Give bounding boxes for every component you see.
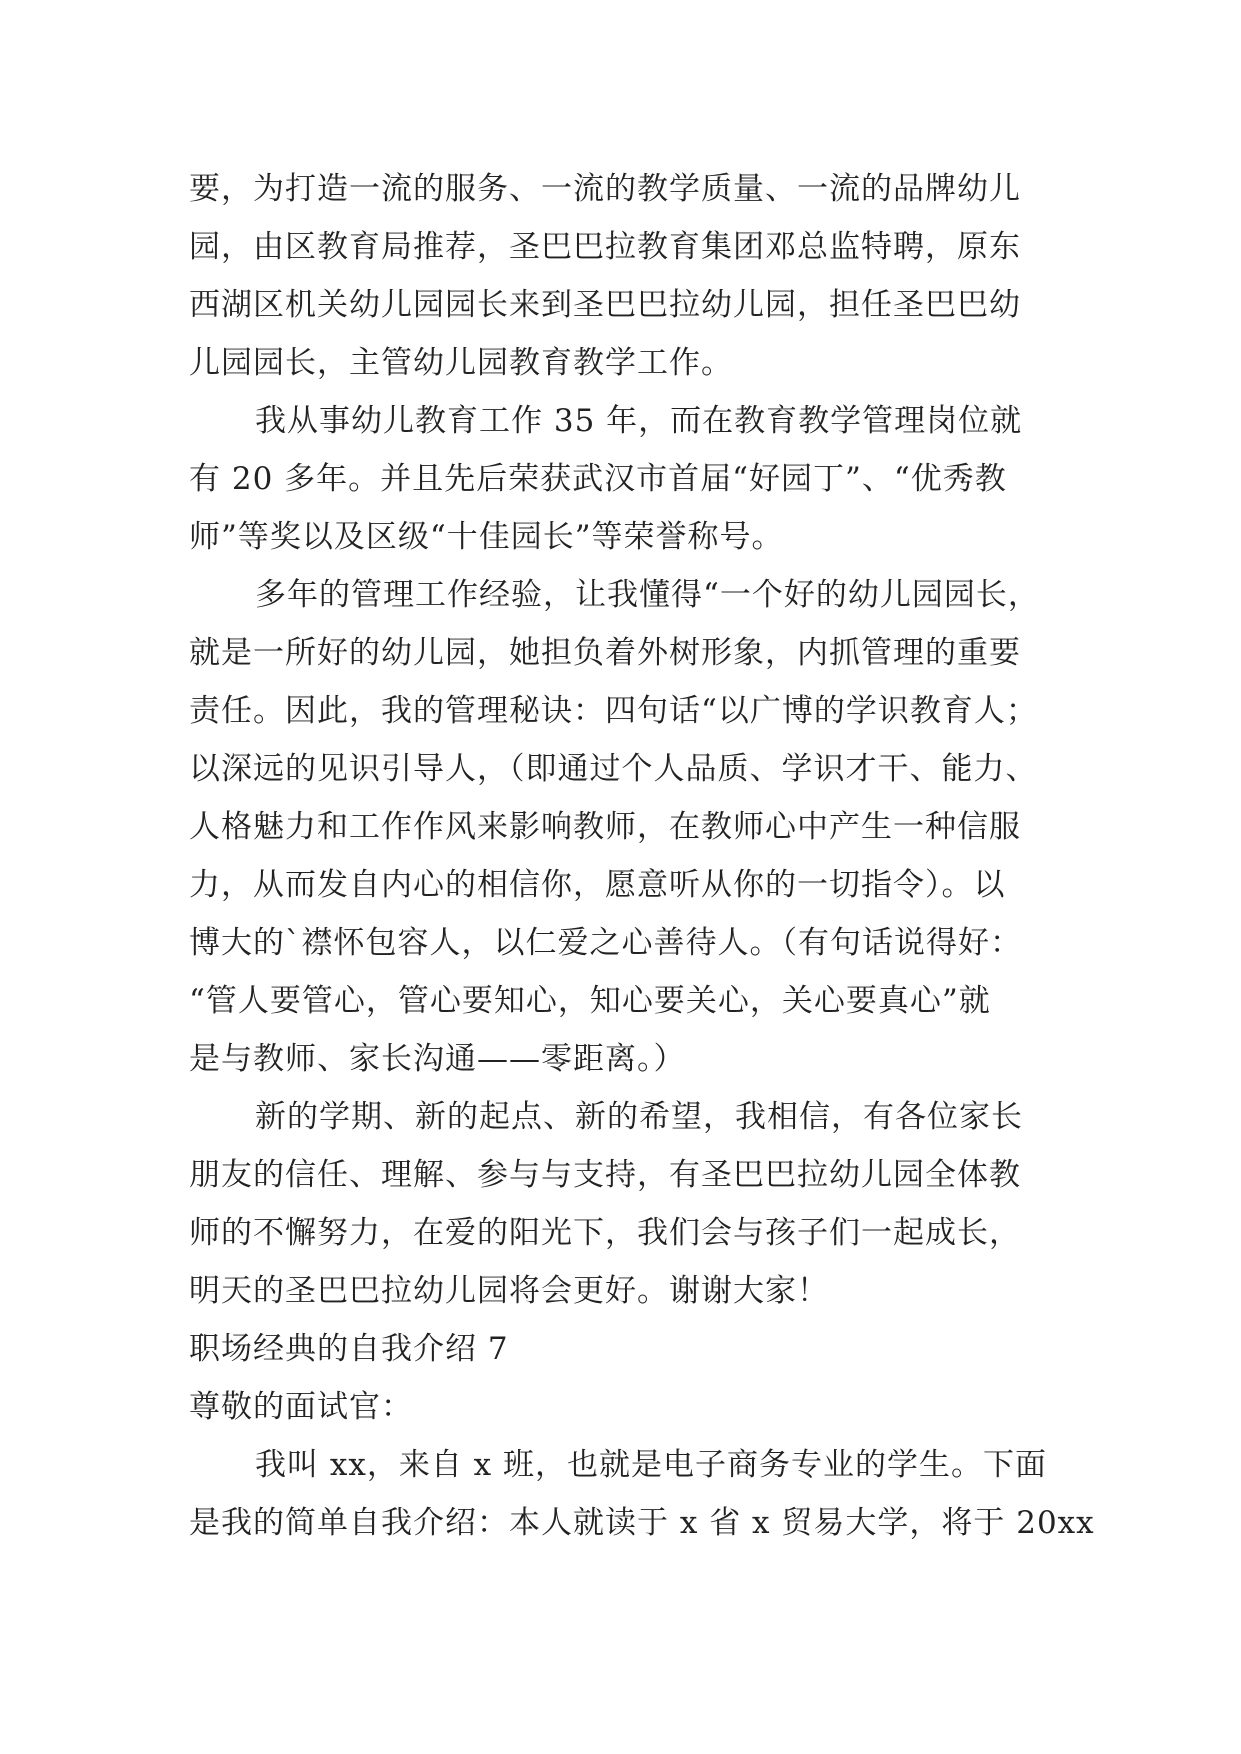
text-line: 朋友的信任、理解、参与与支持，有圣巴巴拉幼儿园全体教 (189, 1157, 1021, 1193)
text-line: “管人要管心，管心要知心，知心要关心，关心要真心”就 (189, 983, 991, 1019)
text-line: 是我的简单自我介绍：本人就读于 x 省 x 贸易大学，将于 20xx (189, 1505, 1095, 1541)
text-line: 力，从而发自内心的相信你，愿意听从你的一切指令）。以 (189, 867, 1006, 903)
text-line: 博大的`襟怀包容人，以仁爱之心善待人。（有句话说得好： (189, 925, 1022, 961)
text-line: 我从事幼儿教育工作 35 年，而在教育教学管理岗位就 (255, 403, 1023, 439)
text-line: 园，由区教育局推荐，圣巴巴拉教育集团邓总监特聘，原东 (189, 229, 1021, 265)
text-line: 师的不懈努力，在爱的阳光下，我们会与孩子们一起成长， (189, 1215, 1021, 1251)
document-body (189, 160, 1095, 1552)
text-line: 以深远的见识引导人，（即通过个人品质、学识才干、能力、 (189, 751, 1038, 787)
text-line: 新的学期、新的起点、新的希望，我相信，有各位家长 (255, 1099, 1023, 1135)
text-line: 人格魅力和工作作风来影响教师，在教师心中产生一种信服 (189, 809, 1021, 845)
text-line: 要，为打造一流的服务、一流的教学质量、一流的品牌幼儿 (189, 171, 1021, 207)
text-line: 我叫 xx，来自 x 班，也就是电子商务专业的学生。下面 (255, 1447, 1048, 1483)
text-line: 就是一所好的幼儿园，她担负着外树形象，内抓管理的重要 (189, 635, 1021, 671)
text-line: 是与教师、家长沟通——零距离。） (189, 1041, 686, 1077)
text-line: 师”等奖以及区级“十佳园长”等荣誉称号。 (189, 519, 784, 555)
salutation: 尊敬的面试官： (189, 1389, 413, 1425)
text-line: 多年的管理工作经验，让我懂得“一个好的幼儿园园长， (255, 577, 1040, 613)
text-line: 明天的圣巴巴拉幼儿园将会更好。谢谢大家！ (189, 1273, 829, 1309)
text-line: 有 20 多年。并且先后荣获武汉市首届“好园丁”、“优秀教 (189, 461, 1007, 497)
text-line: 儿园园长，主管幼儿园教育教学工作。 (189, 345, 733, 381)
text-line: 西湖区机关幼儿园园长来到圣巴巴拉幼儿园，担任圣巴巴幼 (189, 287, 1021, 323)
section-heading: 职场经典的自我介绍 7 (189, 1331, 509, 1367)
text-line: 责任。因此，我的管理秘诀：四句话“以广博的学识教育人； (189, 693, 1038, 729)
